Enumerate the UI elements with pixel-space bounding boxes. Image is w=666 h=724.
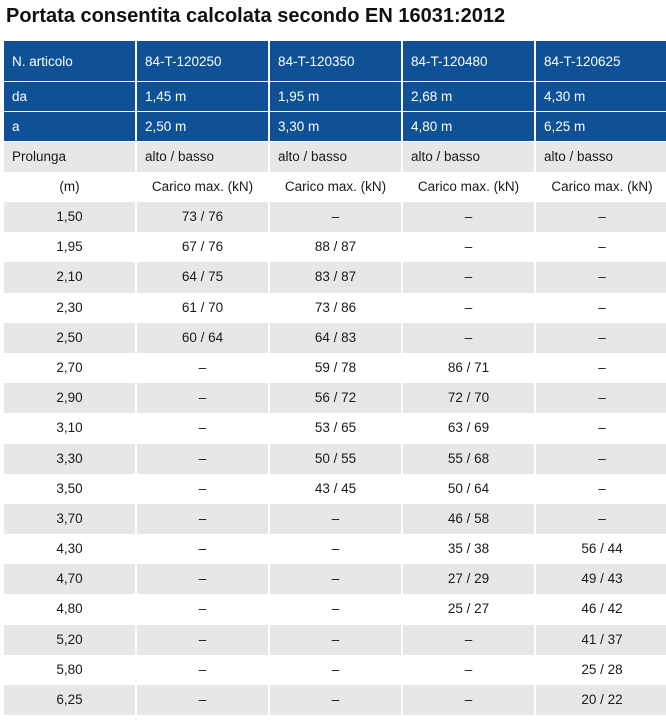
row-load-value: – <box>270 655 401 685</box>
header-value: 2,68 m <box>403 82 534 112</box>
header-value: 3,30 m <box>270 112 401 142</box>
row-load-value: – <box>137 594 268 624</box>
row-load-value: 59 / 78 <box>270 353 401 383</box>
row-load-value: 50 / 55 <box>270 444 401 474</box>
load-capacity-table <box>4 41 664 715</box>
row-load-value: 72 / 70 <box>403 383 534 413</box>
load-column-header: Carico max. (kN) <box>270 172 401 202</box>
row-load-value: – <box>137 353 268 383</box>
row-length: 3,50 <box>4 474 135 504</box>
header-value: 84-T-120350 <box>270 41 401 82</box>
header-value: 6,25 m <box>536 112 666 142</box>
row-load-value: – <box>137 474 268 504</box>
extension-value: alto / basso <box>270 142 401 172</box>
row-length: 3,70 <box>4 504 135 534</box>
row-load-value: – <box>137 564 268 594</box>
row-load-value: – <box>137 444 268 474</box>
row-length: 2,10 <box>4 262 135 292</box>
row-length: 1,95 <box>4 232 135 262</box>
row-load-value: 73 / 76 <box>137 202 268 232</box>
row-load-value: 20 / 22 <box>536 685 666 715</box>
row-load-value: – <box>536 504 666 534</box>
load-column-header: Carico max. (kN) <box>137 172 268 202</box>
row-load-value: – <box>270 534 401 564</box>
row-load-value: – <box>403 655 534 685</box>
row-load-value: – <box>403 202 534 232</box>
row-load-value: – <box>536 323 666 353</box>
row-load-value: – <box>403 625 534 655</box>
row-load-value: 50 / 64 <box>403 474 534 504</box>
row-load-value: 56 / 72 <box>270 383 401 413</box>
row-length: 2,30 <box>4 293 135 323</box>
row-load-value: – <box>270 625 401 655</box>
row-load-value: – <box>270 504 401 534</box>
row-load-value: – <box>536 202 666 232</box>
header-value: 4,30 m <box>536 82 666 112</box>
row-load-value: 49 / 43 <box>536 564 666 594</box>
row-length: 6,25 <box>4 685 135 715</box>
table-title: Portata consentita calcolata secondo EN 16031:2012 <box>6 5 506 27</box>
header-label: da <box>4 82 135 112</box>
row-length: 4,80 <box>4 594 135 624</box>
row-load-value: – <box>536 293 666 323</box>
row-load-value: – <box>270 202 401 232</box>
row-length: 1,50 <box>4 202 135 232</box>
row-load-value: 63 / 69 <box>403 413 534 443</box>
row-load-value: – <box>403 232 534 262</box>
row-load-value: 64 / 83 <box>270 323 401 353</box>
header-value: 84-T-120480 <box>403 41 534 82</box>
row-load-value: – <box>403 323 534 353</box>
row-load-value: 60 / 64 <box>137 323 268 353</box>
row-load-value: 25 / 28 <box>536 655 666 685</box>
row-length: 3,30 <box>4 444 135 474</box>
row-load-value: 25 / 27 <box>403 594 534 624</box>
row-load-value: – <box>137 534 268 564</box>
load-column-header: Carico max. (kN) <box>403 172 534 202</box>
row-load-value: – <box>137 625 268 655</box>
row-load-value: 55 / 68 <box>403 444 534 474</box>
row-load-value: 73 / 86 <box>270 293 401 323</box>
row-load-value: – <box>536 444 666 474</box>
row-load-value: 56 / 44 <box>536 534 666 564</box>
header-value: 1,95 m <box>270 82 401 112</box>
row-load-value: 61 / 70 <box>137 293 268 323</box>
row-length: 4,30 <box>4 534 135 564</box>
row-load-value: – <box>137 685 268 715</box>
row-load-value: 35 / 38 <box>403 534 534 564</box>
header-value: 4,80 m <box>403 112 534 142</box>
row-load-value: – <box>403 685 534 715</box>
row-length: 2,90 <box>4 383 135 413</box>
header-value: 2,50 m <box>137 112 268 142</box>
extension-label: Prolunga <box>4 142 135 172</box>
row-load-value: 83 / 87 <box>270 262 401 292</box>
row-load-value: 46 / 58 <box>403 504 534 534</box>
row-length: 5,80 <box>4 655 135 685</box>
row-load-value: 86 / 71 <box>403 353 534 383</box>
row-load-value: – <box>270 564 401 594</box>
header-label: a <box>4 112 135 142</box>
row-load-value: 53 / 65 <box>270 413 401 443</box>
extension-value: alto / basso <box>137 142 268 172</box>
extension-value: alto / basso <box>536 142 666 172</box>
row-load-value: 64 / 75 <box>137 262 268 292</box>
row-load-value: 43 / 45 <box>270 474 401 504</box>
row-load-value: – <box>270 685 401 715</box>
load-column-header: Carico max. (kN) <box>536 172 666 202</box>
row-load-value: 88 / 87 <box>270 232 401 262</box>
row-length: 2,70 <box>4 353 135 383</box>
row-load-value: – <box>536 232 666 262</box>
row-length: 2,50 <box>4 323 135 353</box>
length-unit-label: (m) <box>4 172 135 202</box>
row-load-value: – <box>403 293 534 323</box>
header-label: N. articolo <box>4 41 135 82</box>
row-load-value: – <box>270 594 401 624</box>
row-load-value: 41 / 37 <box>536 625 666 655</box>
header-value: 84-T-120625 <box>536 41 666 82</box>
header-value: 1,45 m <box>137 82 268 112</box>
extension-value: alto / basso <box>403 142 534 172</box>
row-load-value: – <box>536 474 666 504</box>
row-load-value: – <box>536 262 666 292</box>
row-load-value: – <box>403 262 534 292</box>
header-value: 84-T-120250 <box>137 41 268 82</box>
row-load-value: – <box>536 353 666 383</box>
row-load-value: – <box>137 413 268 443</box>
row-load-value: – <box>536 383 666 413</box>
row-length: 5,20 <box>4 625 135 655</box>
row-load-value: 46 / 42 <box>536 594 666 624</box>
row-length: 4,70 <box>4 564 135 594</box>
row-load-value: – <box>137 383 268 413</box>
row-length: 3,10 <box>4 413 135 443</box>
row-load-value: – <box>137 655 268 685</box>
row-load-value: 27 / 29 <box>403 564 534 594</box>
row-load-value: – <box>536 413 666 443</box>
row-load-value: – <box>137 504 268 534</box>
row-load-value: 67 / 76 <box>137 232 268 262</box>
